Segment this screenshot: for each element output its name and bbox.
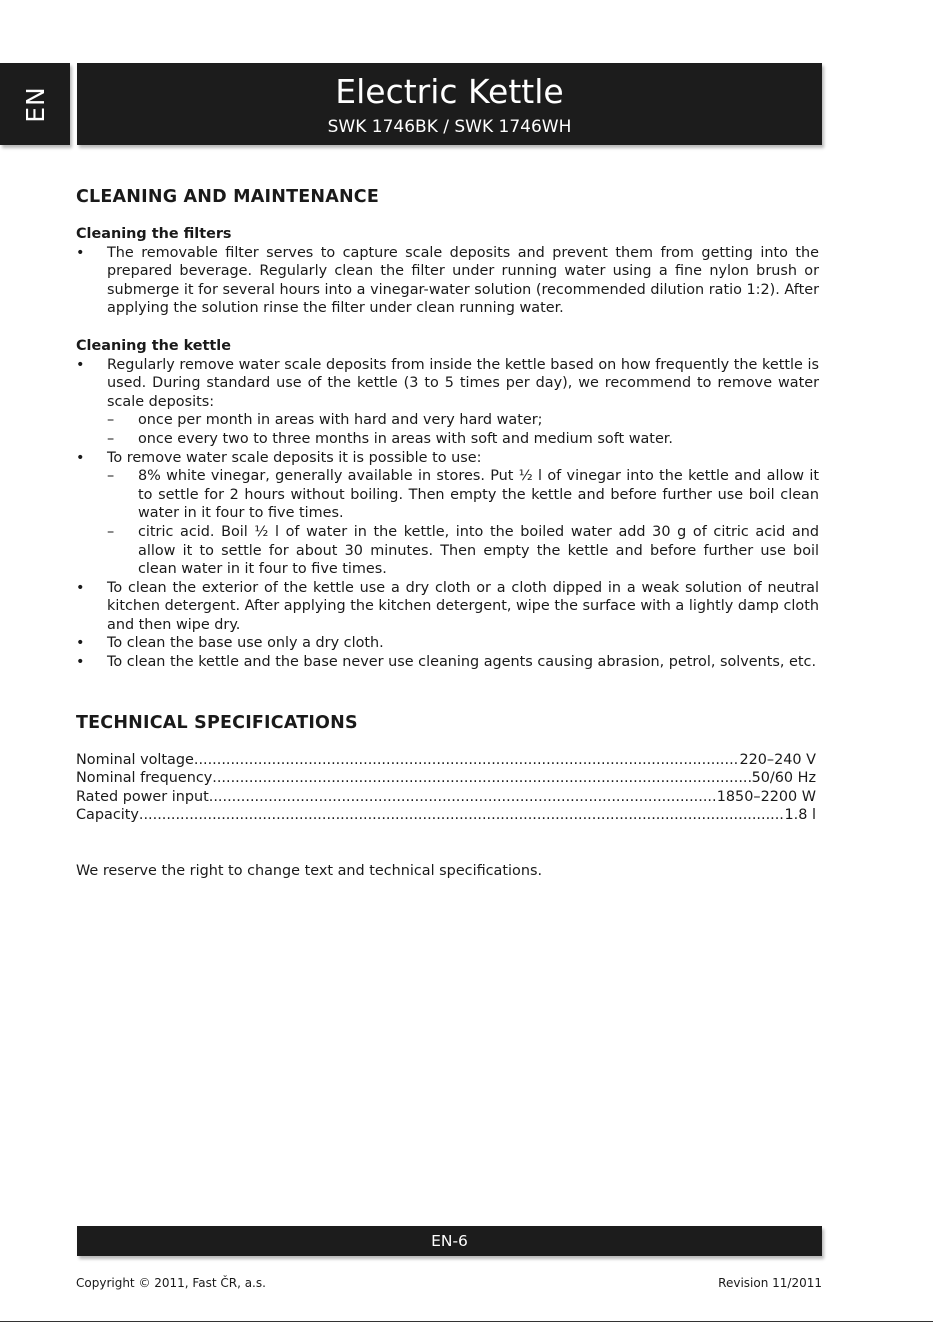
list-item: • The removable filter serves to capture scale deposits and prevent them from getting into the prepared beverage. Regularly clean the filter under running water using a fine nylon brush or submerge it for several hours into a vinegar-water solution (recommended dilution ratio 1:2). After applying the solution rinse the filter under clean running water. <box>76 244 819 318</box>
disclaimer-text: We reserve the right to change text and technical specifications. <box>76 863 543 880</box>
leader-dots <box>209 788 717 807</box>
sublist-item: – once per month in areas with hard and very hard water; <box>107 411 819 430</box>
leader-dots <box>139 806 785 825</box>
leader-dots <box>194 751 740 770</box>
kettle-list <box>76 356 819 672</box>
sublist <box>107 411 819 448</box>
spec-label: Nominal frequency <box>76 770 213 787</box>
cleaning-heading: CLEANING AND MAINTENANCE <box>76 187 380 207</box>
model-numbers: SWK 1746BK / SWK 1746WH <box>327 117 572 137</box>
sublist-item: – citric acid. Boil ½ l of water in the kettle, into the boiled water add 30 g of citric acid and allow it to settle for about 30 minutes. Then empty the kettle and before further use boil clean water in it four to five times. <box>107 523 819 579</box>
specs-heading: TECHNICAL SPECIFICATIONS <box>76 712 358 733</box>
list-item: • To clean the exterior of the kettle use a dry cloth or a cloth dipped in a weak solution of neutral kitchen detergent. After applying the kitchen detergent, wipe the surface with a lightly damp cloth and then wipe dry. <box>76 579 819 635</box>
spec-row <box>76 788 816 807</box>
list-item <box>76 356 819 449</box>
spec-row <box>76 806 816 825</box>
kettle-subheading: Cleaning the kettle <box>76 337 231 354</box>
sublist-item: – once every two to three months in areas with soft and medium soft water. <box>107 430 819 449</box>
specs-table <box>76 751 819 825</box>
spec-label: Capacity <box>76 807 139 824</box>
document-body <box>76 185 819 881</box>
language-label: EN <box>20 85 50 123</box>
filters-list <box>76 244 819 318</box>
page-number-bar <box>77 1226 822 1256</box>
spec-value: 1850–2200 W <box>716 788 816 805</box>
leader-dots <box>212 769 751 788</box>
document-title: Electric Kettle <box>335 72 564 111</box>
spec-row <box>76 751 816 770</box>
sublist <box>107 467 819 579</box>
copyright-text: Copyright © 2011, Fast ČR, a.s. <box>76 1276 266 1290</box>
language-tab <box>0 63 70 145</box>
header-banner <box>77 63 822 145</box>
spec-value: 50/60 Hz <box>751 770 816 787</box>
page-number: EN-6 <box>431 1232 468 1250</box>
list-item <box>76 449 819 579</box>
list-item-text: Regularly remove water scale deposits from inside the kettle based on how frequently the kettle is used. During standard use of the kettle (3 to 5 times per day), we recommend to remove water scale deposits: <box>107 356 819 410</box>
spec-value: 1.8 l <box>784 807 816 824</box>
list-item: • To clean the kettle and the base never use cleaning agents causing abrasion, petrol, solvents, etc. <box>76 653 819 672</box>
revision-text: Revision 11/2011 <box>718 1276 822 1290</box>
spec-label: Nominal voltage <box>76 751 194 768</box>
bottom-divider <box>0 1321 933 1322</box>
spec-value: 220–240 V <box>739 751 816 768</box>
list-item: • To clean the base use only a dry cloth. <box>76 634 819 653</box>
sublist-item: – 8% white vinegar, generally available in stores. Put ½ l of vinegar into the kettle and allow it to settle for 2 hours without boiling. Then empty the kettle and before further use boil clean water in it four to five times. <box>107 467 819 523</box>
list-item-text: To remove water scale deposits it is possible to use: <box>107 449 482 466</box>
spec-label: Rated power input <box>76 788 209 805</box>
spec-row <box>76 769 816 788</box>
filters-subheading: Cleaning the filters <box>76 226 232 242</box>
